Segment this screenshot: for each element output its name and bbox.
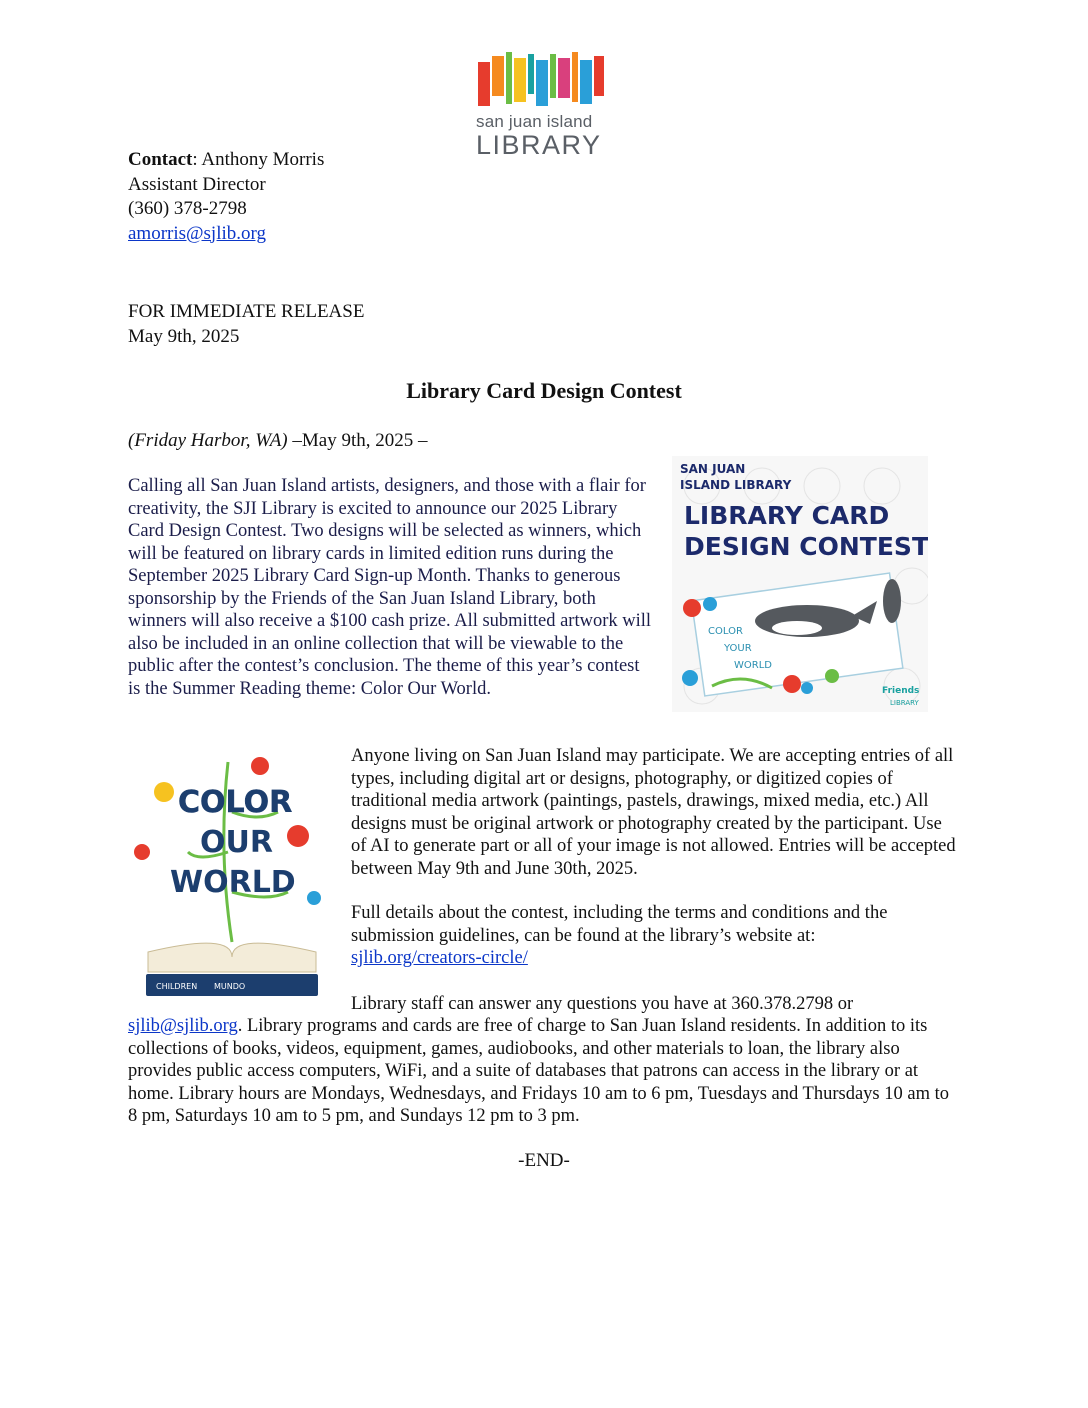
dateline — [128, 430, 428, 452]
paragraph-details — [351, 902, 961, 970]
poster-sponsor-2: LIBRARY — [890, 699, 919, 707]
release-label: FOR IMMEDIATE RELEASE — [128, 301, 365, 322]
paragraph-contact-line: Library staff can answer any questions you have at 360.378.2798 or — [351, 994, 854, 1014]
logo-line-1: san juan island — [476, 112, 593, 131]
poster-sponsor-1: Friends — [882, 686, 920, 696]
poster-card-word-3: WORLD — [734, 660, 772, 671]
book-spine-right: MUNDO — [214, 982, 246, 991]
headline: Library Card Design Contest — [406, 378, 682, 403]
poster-small-title-1: SAN JUAN — [680, 462, 746, 476]
contact-email-link[interactable]: amorris@sjlib.org — [128, 222, 267, 244]
dateline-place: (Friday Harbor, WA) — [128, 430, 288, 451]
logo-bars-icon — [474, 52, 614, 112]
paragraph-intro: Calling all San Juan Island artists, designers, and those with a flair for creativity, the SJI Library is excited to announce our 2025 Library Card Design Contest. Two designs will be selected as winners, which will be featured on library cards in limited edition runs during the September 2025 Library Card Sign-up Month. Thanks to generous sponsorship by the Friends of the San Juan Island Library, both winners will also receive a $100 cash prize. All submitted artwork will also be included in an online collection that will be viewable to the public after the contest’s conclusion. The theme of this year’s contest is the Summer Reading theme: Color Our World. — [128, 476, 652, 699]
contact-block — [128, 148, 324, 246]
paragraph-library-info — [128, 1015, 958, 1128]
release-date: May 9th, 2025 — [128, 325, 240, 347]
contact-phone: (360) 378-2798 — [128, 198, 247, 219]
poster-title-2: DESIGN CONTEST — [684, 532, 928, 561]
poster-card-word-1: COLOR — [708, 626, 743, 637]
library-email-link[interactable]: sjlib@sjlib.org — [128, 1016, 238, 1036]
color-our-world-image — [128, 752, 336, 1000]
details-text: Full details about the contest, including the terms and conditions and the submission guidelines, can be found at the library’s website at: — [351, 903, 888, 946]
library-info-text: . Library programs and cards are free of charge to San Juan Island residents. In addition to its collections of books, videos, equipment, games, audiobooks, and other materials to loan, the library also provides public access computers, WiFi, and a suite of databases that patrons can access in the library or at home. Library hours are Mondays, Wednesdays, and Fridays 10 am to 6 pm, Tuesdays and Thursdays 10 am to 8 pm, Saturdays 10 am to 5 pm, and Sundays 12 pm to 3 pm. — [128, 1016, 949, 1126]
poster-card-word-2: YOUR — [724, 643, 752, 654]
contact-name: : Anthony Morris — [192, 149, 325, 170]
contest-poster-image — [672, 456, 928, 712]
book-word-3: WORLD — [170, 865, 296, 900]
book-spine-left: CHILDREN — [156, 982, 198, 991]
poster-title-1: LIBRARY CARD — [684, 501, 890, 530]
contact-label: Contact — [128, 149, 193, 170]
release-block — [128, 300, 364, 349]
end-marker: -END- — [518, 1150, 570, 1171]
book-word-2: OUR — [200, 825, 273, 860]
paragraph-eligibility: Anyone living on San Juan Island may participate. We are accepting entries of all types, including digital art or designs, photography, or digitized copies of traditional media artwork (paintings, pastels, drawings, mixed media, etc.) All designs must be original artwork or photography created by the participant. Use of AI to generate part or all of your image is not allowed. Entries will be accepted between May 9th and June 30th, 2025. — [351, 746, 956, 879]
library-logo — [474, 52, 614, 162]
contact-title: Assistant Director — [128, 173, 266, 195]
book-word-1: COLOR — [178, 785, 293, 820]
creators-circle-link[interactable]: sjlib.org/creators-circle/ — [351, 948, 528, 968]
dateline-date: –May 9th, 2025 – — [287, 430, 428, 451]
poster-small-title-2: ISLAND LIBRARY — [680, 478, 792, 492]
logo-line-2: LIBRARY — [476, 130, 602, 160]
